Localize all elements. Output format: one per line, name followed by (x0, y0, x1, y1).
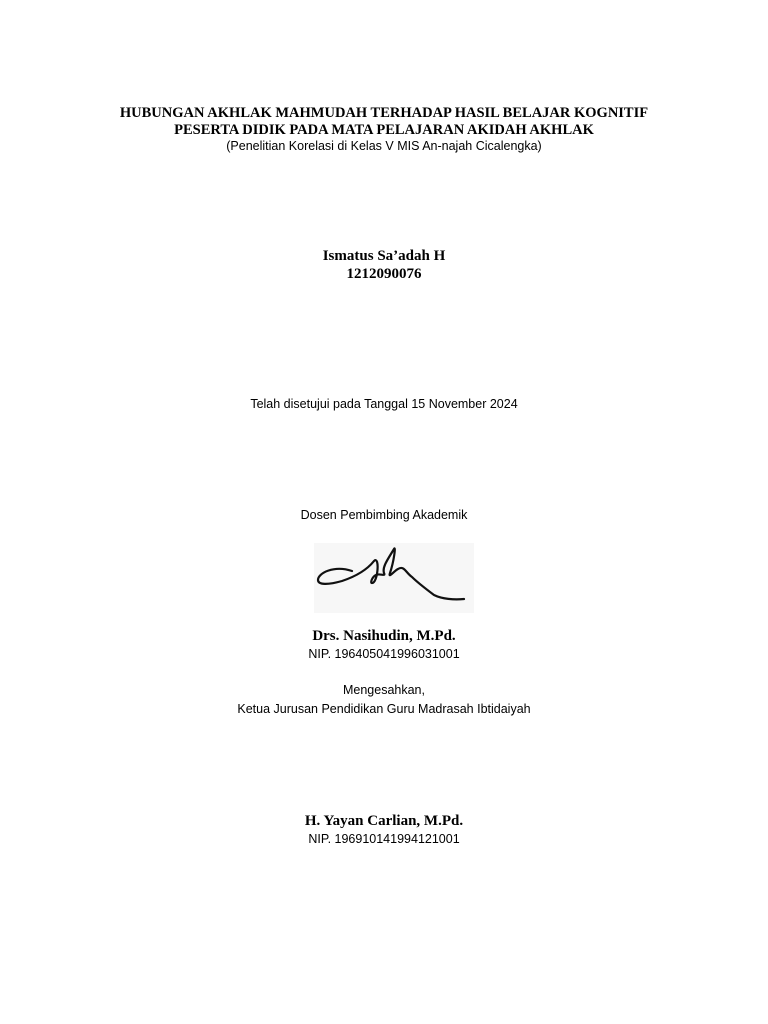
author-name: Ismatus Sa’adah H (322, 248, 446, 264)
document-title-line-2: PESERTA DIDIK PADA MATA PELAJARAN AKIDAH AKHLAK (174, 122, 594, 138)
department-head-role: Ketua Jurusan Pendidikan Guru Madrasah Ibtidaiyah (237, 702, 531, 716)
department-head-name: H. Yayan Carlian, M.Pd. (304, 813, 464, 829)
document-title-line-1: HUBUNGAN AKHLAK MAHMUDAH TERHADAP HASIL BELAJAR KOGNITIF (119, 105, 649, 121)
advisor-nip: NIP. 196405041996031001 (308, 647, 460, 661)
advisor-role: Dosen Pembimbing Akademik (300, 508, 468, 522)
author-id-number: 1212090076 (346, 266, 422, 282)
ratification-label: Mengesahkan, (342, 683, 425, 697)
department-head-nip: NIP. 196910141994121001 (308, 832, 460, 846)
approval-date: Telah disetujui pada Tanggal 15 November 2024 (250, 397, 518, 411)
document-subtitle: (Penelitian Korelasi di Kelas V MIS An-najah Cicalengka) (226, 139, 542, 153)
advisor-signature (314, 543, 474, 613)
advisor-name: Drs. Nasihudin, M.Pd. (312, 628, 456, 644)
